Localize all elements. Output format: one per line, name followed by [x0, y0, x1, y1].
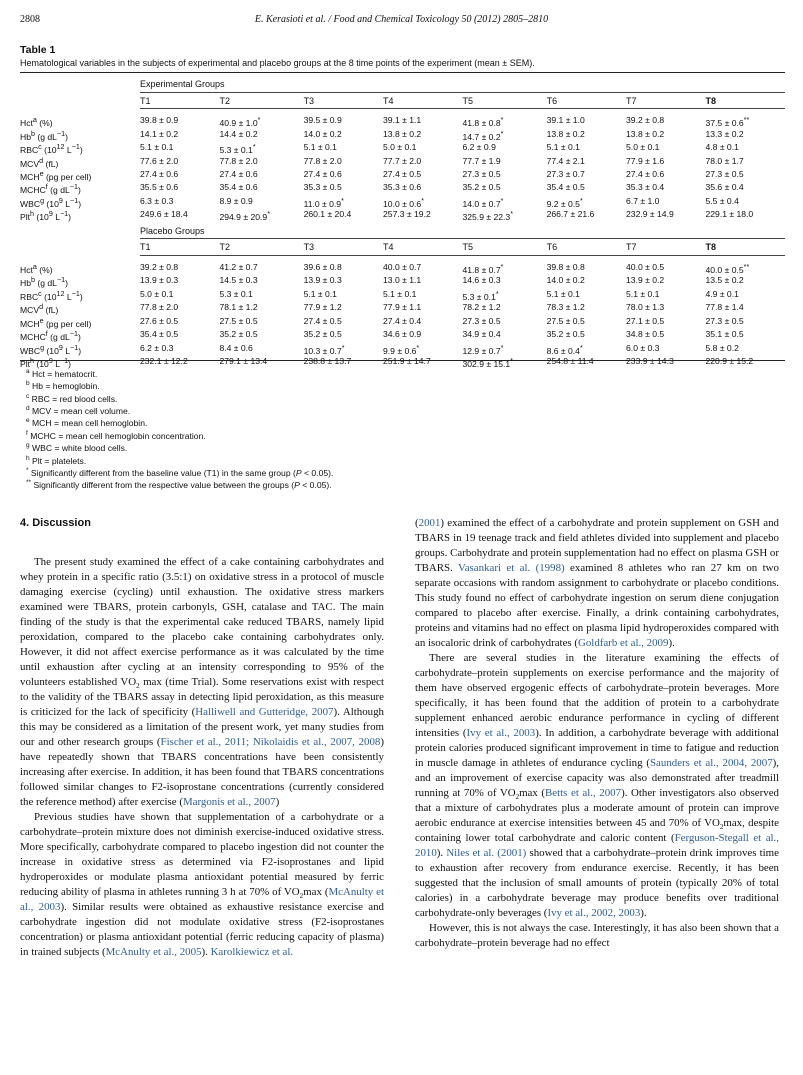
table-cell: 77.9 ± 1.2: [303, 302, 342, 313]
table-cell: 5.1 ± 0.1: [546, 142, 580, 153]
table-cell: 5.1 ± 0.1: [626, 288, 660, 299]
timepoint-header: T7: [626, 92, 705, 109]
table-cell: 27.4 ± 0.4: [383, 315, 422, 326]
body-paragraph: However, this is not always the case. Interestingly, it has also been shown that a carbohydrate–protein beverage had no effect: [415, 922, 779, 949]
footnote: $^d$ MCV = mean cell volume.: [26, 405, 131, 416]
table-cell: 78.2 ± 1.2: [462, 302, 501, 313]
table-cell: 40.9 ± 1.0*: [219, 116, 261, 129]
timepoint-header-row: [20, 92, 785, 109]
table-cell: 14.6 ± 0.3: [462, 275, 501, 286]
table-bottom-rule: [20, 360, 785, 361]
table-cell: 9.9 ± 0.6*: [383, 343, 420, 356]
table-cell: 5.1 ± 0.1: [546, 288, 580, 299]
table-cell: 14.7 ± 0.2*: [462, 129, 504, 142]
table-cell: 39.8 ± 0.8: [546, 262, 585, 272]
table-cell: 35.2 ± 0.5: [219, 329, 258, 340]
table-cell: 39.5 ± 0.9: [303, 115, 342, 126]
row-label: Plt$^h$ ($10^9$ $L^{-1}$): [20, 357, 72, 370]
journal-citation: E. Kerasioti et al. / Food and Chemical Toxicology 50 (2012) 2805–2810: [254, 14, 549, 25]
table-cell: 5.5 ± 0.4: [705, 195, 739, 206]
table-title: Table 1: [20, 44, 56, 56]
table-row: [20, 289, 785, 302]
table-cell: 27.4 ± 0.5: [303, 315, 342, 326]
row-label: WBC$^g$ ($10^9$ $L^{-1}$): [20, 196, 82, 209]
table-cell: 27.4 ± 0.6: [303, 169, 342, 179]
table-cell: 77.8 ± 2.0: [219, 155, 258, 166]
table-cell: 77.8 ± 2.0: [140, 302, 179, 313]
table-cell: 232.9 ± 14.9: [626, 209, 674, 220]
table-cell: 41.8 ± 0.8*: [462, 116, 504, 129]
table-cell: 5.0 ± 0.1: [626, 142, 660, 153]
row-label: MCV$^d$ (fL): [20, 156, 59, 169]
table-cell: 34.6 ± 0.9: [383, 329, 422, 340]
table-cell: 6.7 ± 1.0: [626, 195, 660, 206]
table-cell: 279.1 ± 13.4: [219, 356, 268, 367]
table-cell: 260.1 ± 20.4: [303, 209, 352, 220]
table-cell: 13.0 ± 1.1: [383, 275, 422, 286]
table-cell: 5.1 ± 0.1: [383, 288, 417, 299]
table-cell: 13.9 ± 0.3: [303, 275, 342, 286]
table-cell: 14.0 ± 0.2: [546, 275, 585, 286]
running-header: [20, 14, 783, 28]
table-cell: 35.1 ± 0.5: [705, 329, 744, 340]
table-cell: 27.3 ± 0.5: [705, 169, 744, 179]
section-heading: 4. Discussion: [20, 517, 91, 529]
table-row: [20, 256, 785, 276]
timepoint-header: T6: [547, 239, 626, 256]
timepoint-header: T3: [304, 239, 383, 256]
table-cell: 238.8 ± 13.7: [303, 356, 352, 367]
table-cell: 35.2 ± 0.5: [546, 329, 585, 340]
row-label: RBC$^c$ ($10^{12}$ $L^{-1}$): [20, 289, 83, 302]
table-cell: 5.0 ± 0.1: [383, 142, 417, 153]
timepoint-header: T5: [462, 92, 546, 109]
table-cell: 302.9 ± 15.1*: [462, 357, 513, 370]
table-cell: 14.0 ± 0.2: [303, 128, 342, 139]
table-cell: 34.8 ± 0.5: [626, 329, 665, 340]
row-label: Hct$^a$ (%): [20, 115, 53, 128]
table-cell: 35.4 ± 0.5: [140, 329, 179, 340]
table-footnotes: [26, 367, 786, 491]
table-cell: 6.0 ± 0.3: [626, 342, 660, 353]
table-cell: 14.0 ± 0.7*: [462, 196, 504, 209]
left-text-column: [20, 516, 384, 960]
table-cell: 27.3 ± 0.5: [462, 315, 501, 326]
table-cell: 35.3 ± 0.5: [303, 182, 342, 193]
footnote: $^h$ Plt = platelets.: [26, 454, 87, 466]
table-cell: 13.9 ± 0.2: [626, 275, 665, 286]
table-row: [20, 156, 785, 169]
table-row: [20, 129, 785, 142]
timepoint-header: T6: [547, 92, 626, 109]
table-cell: 13.8 ± 0.2: [383, 128, 422, 139]
table-row: [20, 196, 785, 209]
table-cell: 40.0 ± 0.7: [383, 262, 422, 272]
footnote: $^e$ MCH = mean cell hemoglobin.: [26, 417, 148, 429]
group-label: Placebo Groups: [140, 223, 785, 239]
table-top-rule: [20, 72, 785, 73]
table-cell: 39.1 ± 1.0: [546, 115, 585, 126]
timepoint-header-row: [20, 239, 785, 256]
timepoint-header: T7: [626, 239, 705, 256]
timepoint-header: T1: [140, 92, 219, 109]
table-cell: 13.8 ± 0.2: [546, 128, 585, 139]
table-row: [20, 343, 785, 356]
table-cell: 27.4 ± 0.6: [219, 169, 258, 179]
table-row: [20, 316, 785, 329]
row-label: MCHC$^f$ (g $dL^{-1}$): [20, 330, 81, 343]
table-cell: 8.6 ± 0.4*: [546, 343, 583, 356]
table-cell: 78.3 ± 1.2: [546, 302, 585, 313]
body-paragraph: (2001) examined the effect of a carbohydrate and protein supplement on GSH and TBARS in 19 teenage track and field athletes divided into supplement and placebo groups. Carbohydrate and protein supplementation had no effect on plasma GSH or TBARS. Vasankari et al. (1998) examined 8 athletes who ran 27 km on two separate occasions with random assignment to carbohydrate or placebo conditions. This study found no effect of carbohydrate ingestion on serum diene conjugation compared to placebo after exercise. Finally, a drink containing carbohydrates, proteins and vitamins had no effect on plasma lipid hydroperoxides compared with an isocaloric drink of carbohydrates (Goldfarb et al., 2009).: [415, 517, 779, 649]
row-label: MCHC$^f$ (g $dL^{-1}$): [20, 183, 81, 196]
table-cell: 5.8 ± 0.2: [705, 342, 739, 353]
table-cell: 5.3 ± 0.1*: [462, 289, 499, 302]
table-cell: 14.1 ± 0.2: [140, 128, 179, 139]
table-cell: 35.4 ± 0.6: [219, 182, 258, 193]
timepoint-header: T2: [219, 92, 303, 109]
row-label: Hb$^b$ (g $dL^{-1}$): [20, 129, 69, 142]
footnote: $^b$ Hb = hemoglobin.: [26, 380, 100, 392]
page-number: 2808: [20, 14, 40, 25]
row-label: RBC$^c$ ($10^{12}$ $L^{-1}$): [20, 143, 83, 155]
timepoint-header: T4: [383, 92, 462, 109]
table-cell: 325.9 ± 22.3*: [462, 210, 513, 223]
table-cell: 78.0 ± 1.7: [705, 155, 744, 166]
row-label: Hb$^b$ (g $dL^{-1}$): [20, 276, 69, 289]
right-text-column: [415, 516, 779, 951]
row-label: MCH$^e$ (pg per cell): [20, 170, 92, 182]
table-cell: 232.1 ± 12.2: [140, 356, 188, 367]
table-cell: 14.5 ± 0.3: [219, 275, 258, 286]
table-cell: 35.3 ± 0.4: [626, 182, 665, 193]
timepoint-header: T8: [705, 92, 785, 109]
table-cell: 35.3 ± 0.6: [383, 182, 422, 193]
table-cell: 5.3 ± 0.1: [219, 288, 253, 299]
timepoint-header: T8: [705, 239, 785, 256]
table-cell: 5.3 ± 0.1*: [219, 143, 256, 155]
table-cell: 27.4 ± 0.5: [383, 169, 422, 179]
table-cell: 77.4 ± 2.1: [546, 155, 585, 166]
table-cell: 27.3 ± 0.7: [546, 169, 585, 179]
table-cell: 294.9 ± 20.9*: [219, 210, 270, 223]
table-cell: 27.4 ± 0.6: [140, 169, 179, 179]
table-cell: 27.5 ± 0.5: [546, 315, 585, 326]
table-cell: 37.5 ± 0.6**: [705, 116, 750, 129]
table-cell: 266.7 ± 21.6: [546, 209, 595, 220]
table-cell: 5.0 ± 0.1: [140, 288, 174, 299]
table-cell: 40.0 ± 0.5: [626, 262, 665, 272]
table-row: [20, 142, 785, 155]
table-cell: 35.5 ± 0.6: [140, 182, 179, 193]
table-cell: 77.9 ± 1.1: [383, 302, 422, 313]
timepoint-header: T2: [219, 239, 303, 256]
table-cell: 233.9 ± 14.3: [626, 356, 674, 367]
table-cell: 254.8 ± 11.4: [546, 356, 594, 367]
table-cell: 27.1 ± 0.5: [626, 315, 665, 326]
table-cell: 78.0 ± 1.3: [626, 302, 665, 313]
table-cell: 5.1 ± 0.1: [303, 142, 337, 153]
table-row: [20, 275, 785, 288]
table-cell: 6.2 ± 0.9: [462, 142, 496, 153]
table-cell: 10.3 ± 0.7*: [303, 343, 345, 356]
table-cell: 27.6 ± 0.5: [140, 315, 179, 326]
footnote: * Significantly different from the baseline value (T1) in the same group (P < 0.05).: [26, 466, 334, 478]
table-row: [20, 209, 785, 222]
table-cell: 5.1 ± 0.1: [140, 142, 174, 153]
table-cell: 77.7 ± 1.9: [462, 155, 501, 166]
footnote: $^f$ MCHC = mean cell hemoglobin concentration.: [26, 429, 206, 441]
table-group-row: [20, 76, 785, 92]
timepoint-header: T5: [462, 239, 546, 256]
table-cell: 8.4 ± 0.6: [219, 342, 253, 353]
table-cell: 41.8 ± 0.7*: [462, 263, 504, 275]
table-cell: 13.5 ± 0.2: [705, 275, 744, 286]
table-cell: 27.3 ± 0.5: [462, 169, 501, 179]
table-cell: 41.2 ± 0.7: [219, 262, 258, 272]
table-cell: 35.4 ± 0.5: [546, 182, 585, 193]
row-label: Hct$^a$ (%): [20, 262, 53, 275]
table-row: [20, 169, 785, 182]
table-cell: 27.4 ± 0.6: [626, 169, 665, 179]
table-cell: 8.9 ± 0.9: [219, 195, 253, 206]
table-cell: 27.5 ± 0.5: [219, 315, 258, 326]
table-row: [20, 109, 785, 129]
table-cell: 10.0 ± 0.6*: [383, 196, 424, 209]
footnote: $^a$ Hct = hematocrit.: [26, 368, 98, 379]
table-cell: 39.2 ± 0.8: [140, 262, 179, 272]
group-label: Experimental Groups: [140, 76, 785, 92]
table-cell: 12.9 ± 0.7*: [462, 343, 504, 356]
table-cell: 4.8 ± 0.1: [705, 142, 739, 153]
table-group-row: [20, 223, 785, 239]
table-cell: 35.2 ± 0.5: [303, 329, 342, 340]
footnote: $^c$ RBC = red blood cells.: [26, 392, 118, 404]
table-cell: 5.1 ± 0.1: [303, 288, 337, 299]
footnote: ** Significantly different from the respective value between the groups (P < 0.05).: [26, 479, 332, 491]
body-paragraph: There are several studies in the literature examining the effects of carbohydrate–protein supplements on exercise performance and the majority of them have observed ergogenic effects of carbohydrate–protein beverages. More specifically, it has been found that the addition of protein to a carbohydrate supplement enhanced aerobic endurance performance in cycling of different intensities (Ivy et al., 2003). In addition, a carbohydrate beverage with additional protein calories produced significant improvement in time to fatigue and reduction in muscle damage in athletes of endurance cycling (Saunders et al., 2004, 2007), and an improvement of exercise capacity was also demonstrated after treadmill running at 70% of $VO_2\max$ (Betts et al., 2007). Other investigators also observed that a mixture of carbohydrates plus a moderate amount of protein can improve aerobic endurance at exercise intensities between 45 and 70% of $VO_2\max$, despite containing lower total carbohydrate and caloric content (Ferguson-Stegall et al., 2010). Niles et al. (2001) showed that a carbohydrate–protein drink improves time to exhaustion after recovery from endurance exercise. Recently, it has been suggested that the inclusion of small amounts of protein (typically 20% of total calories) in a carbohydrate beverage may produce benefits over traditional carbohydrate-only beverages (Ivy et al., 2002, 2003).: [415, 652, 780, 919]
body-paragraph: Previous studies have shown that supplementation of a carbohydrate or a carbohydrate–protein mixture does not diminish exercise-induced oxidative stress. More specifically, carbohydrate compared to placebo ingestion did not counter the increase in oxidative stress as determined via F2-isoprostanes and lipid hydroperoxides or modulate plasma antioxidant potential measured by ferric reducing ability of plasma in athletes running 3 h at 70% of $VO_2\max$ (McAnulty et al., 2003). Similar results were obtained as exhaustive resistance exercise and carbohydrate ingestion did not modulate oxidative stress (F2-isoprostanes concentration) or plasma antioxidant potential (ferric reducing capacity of plasma) in trained subjects (McAnulty et al., 2005). Karolkiewicz et al.: [20, 811, 385, 958]
table-cell: 77.8 ± 1.4: [705, 302, 744, 313]
table-cell: 9.2 ± 0.5*: [546, 196, 583, 209]
table-cell: 220.9 ± 15.2: [705, 356, 754, 367]
table-cell: 257.3 ± 19.2: [383, 209, 431, 220]
table-cell: 11.0 ± 0.9*: [303, 196, 344, 209]
timepoint-header: T1: [140, 239, 219, 256]
table-cell: 13.9 ± 0.3: [140, 275, 179, 286]
table-cell: 77.7 ± 2.0: [383, 155, 422, 166]
table-cell: 249.6 ± 18.4: [140, 209, 188, 220]
table-cell: 39.1 ± 1.1: [383, 115, 422, 126]
table-cell: 229.1 ± 18.0: [705, 209, 754, 220]
table-cell: 40.0 ± 0.5**: [705, 263, 750, 275]
row-label: WBC$^g$ ($10^9$ $L^{-1}$): [20, 343, 82, 356]
table-cell: 34.9 ± 0.4: [462, 329, 501, 340]
timepoint-header: T4: [383, 239, 462, 256]
table-cell: 27.3 ± 0.5: [705, 315, 744, 326]
table-cell: 6.3 ± 0.3: [140, 195, 174, 206]
table-cell: 35.2 ± 0.5: [462, 182, 501, 193]
table-cell: 13.3 ± 0.2: [705, 128, 744, 139]
table-cell: 77.6 ± 2.0: [140, 155, 179, 166]
row-label: MCH$^e$ (pg per cell): [20, 316, 92, 329]
table-cell: 13.8 ± 0.2: [626, 128, 665, 139]
table-cell: 77.9 ± 1.6: [626, 155, 665, 166]
table-cell: 6.2 ± 0.3: [140, 342, 174, 353]
table-row: [20, 329, 785, 342]
hematology-table: [20, 76, 785, 370]
table-cell: 39.8 ± 0.9: [140, 115, 179, 126]
row-label: MCV$^d$ (fL): [20, 303, 59, 316]
table-cell: 39.6 ± 0.8: [303, 262, 342, 272]
table-cell: 77.8 ± 2.0: [303, 155, 342, 166]
timepoint-header: T3: [304, 92, 383, 109]
table-cell: 4.9 ± 0.1: [705, 288, 739, 299]
table-caption: Hematological variables in the subjects of experimental and placebo groups at the 8 time points of the experiment (mean ± SEM).: [20, 58, 535, 68]
table-cell: 14.4 ± 0.2: [219, 128, 258, 139]
table-cell: 78.1 ± 1.2: [219, 302, 258, 313]
table-row: [20, 182, 785, 195]
row-label: Plt$^h$ ($10^9$ $L^{-1}$): [20, 210, 72, 223]
table-cell: 35.6 ± 0.4: [705, 182, 744, 193]
table-cell: 39.2 ± 0.8: [626, 115, 665, 126]
table-row: [20, 302, 785, 315]
footnote: $^g$ WBC = white blood cells.: [26, 442, 128, 454]
body-paragraph: The present study examined the effect of a cake containing carbohydrates and whey protein in a specific ratio (3.5:1) on oxidative stress in a protocol of muscle damaging exercise (cycling) until exhaustion. The oxidative stress markers examined were TBARS, protein carbonyls, GSH, catalase and TAC. The main finding of the study is that the experimental cake reduced TBARS, namely lipid peroxidation, compared to the placebo cake containing carbohydrates only. However, it did not affect exercise performance as it was calculated by the time until exhaustion after cycling at an intensity corresponding to 95% of the volunteers established $VO_2$ max (time Trial). Some reservations exist with respect to the validity of the TBARS assay in detecting lipid peroxidation, as this measure is criticized for the lack of specificity (Halliwell and Gutteridge, 2007). Although this may be considered as a limitation of the present work, yet many studies from our and other research groups (Fischer et al., 2011; Nikolaidis et al., 2007, 2008) have repeatedly shown that TBARS concentrations have been consistently increasing after exercise. In addition, it has been found that TBARS concentrations followed similar changes to F2-isoprostane concentrations (currently considered the reference method) after exercise (Margonis et al., 2007): [20, 556, 385, 808]
table-cell: 251.9 ± 14.7: [383, 356, 431, 367]
